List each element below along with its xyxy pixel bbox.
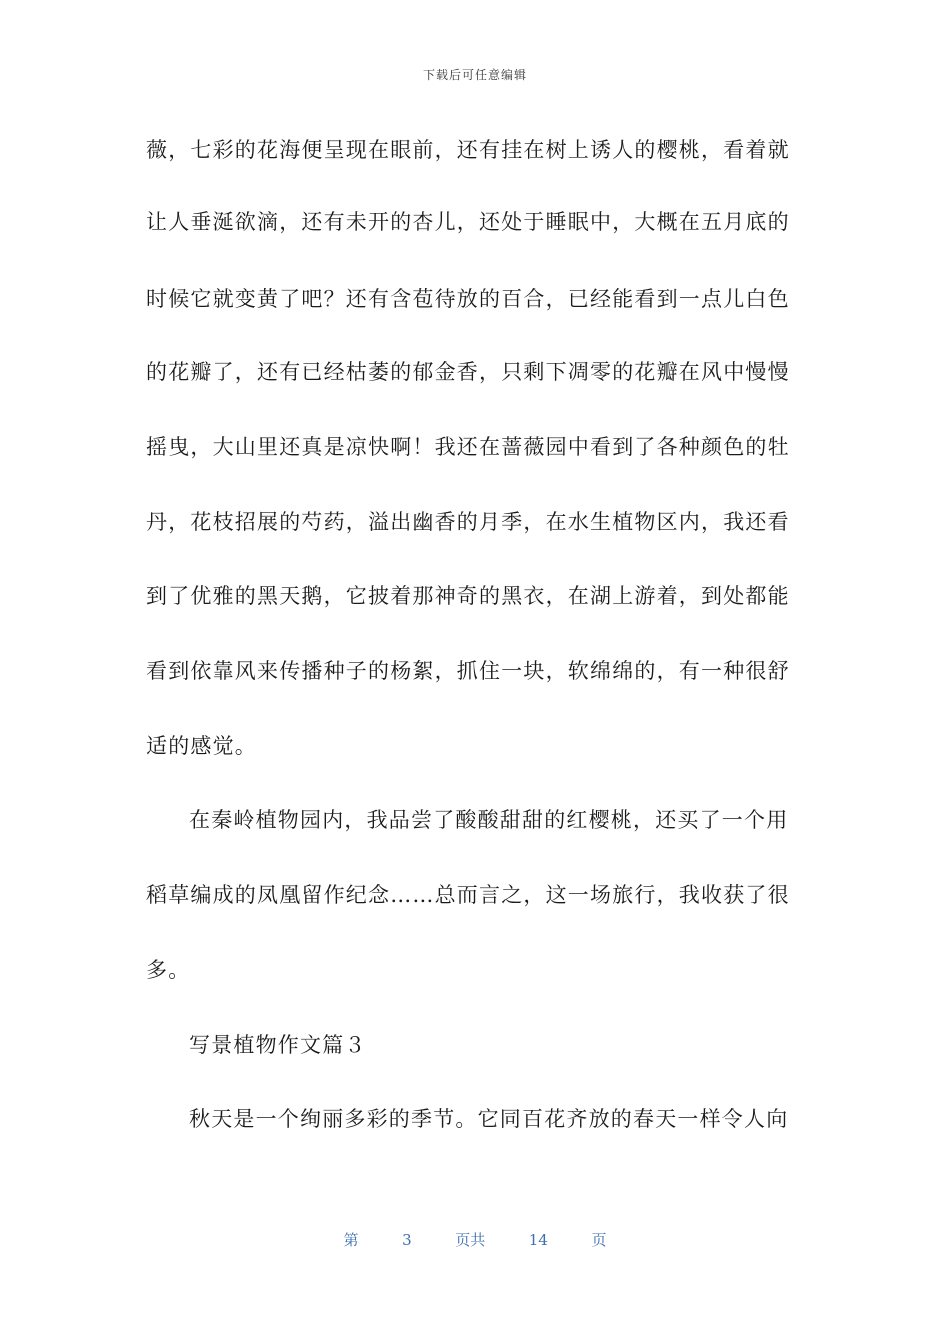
page-footer <box>0 1229 950 1250</box>
paragraph-line-1: 在秦岭植物园内，我品尝了酸酸甜甜的红樱桃，还买了一个用 <box>189 808 789 832</box>
body-line-3: 时候它就变黄了吧？还有含苞待放的百合，已经能看到一点儿白色 <box>146 287 790 311</box>
body-line-7: 到了优雅的黑天鹅，它披着那神奇的黑衣，在湖上游着，到处都能 <box>146 584 790 608</box>
footer-middle: 页共 <box>455 1231 486 1249</box>
body-line-9: 适的感觉。 <box>146 734 257 758</box>
body-line-8: 看到依靠风来传播种子的杨絮，抓住一块，软绵绵的，有一种很舒 <box>146 659 790 683</box>
footer-suffix: 页 <box>591 1231 607 1249</box>
footer-total-pages: 14 <box>528 1231 548 1249</box>
paragraph-line-3: 多。 <box>146 958 191 982</box>
body-line-2: 让人垂涎欲滴，还有未开的杏儿，还处于睡眠中，大概在五月底的 <box>146 210 790 234</box>
paragraph-line-2: 稻草编成的凤凰留作纪念……总而言之，这一场旅行，我收获了很 <box>146 883 790 907</box>
footer-prefix: 第 <box>343 1231 359 1249</box>
body-line-5: 摇曳，大山里还真是凉快啊！我还在蔷薇园中看到了各种颜色的牡 <box>146 435 790 459</box>
body-line-1: 薇，七彩的花海便呈现在眼前，还有挂在树上诱人的樱桃，看着就 <box>146 138 790 162</box>
body-line-4: 的花瓣了，还有已经枯萎的郁金香，只剩下凋零的花瓣在风中慢慢 <box>146 360 790 384</box>
page-header-note: 下载后可任意编辑 <box>422 68 527 82</box>
paragraph-line-4: 秋天是一个绚丽多彩的季节。它同百花齐放的春天一样令人向 <box>189 1107 789 1131</box>
body-line-6: 丹，花枝招展的芍药，溢出幽香的月季，在水生植物区内，我还看 <box>146 510 790 534</box>
section-heading: 写景植物作文篇３ <box>189 1033 367 1057</box>
footer-page-number: 3 <box>402 1231 412 1249</box>
